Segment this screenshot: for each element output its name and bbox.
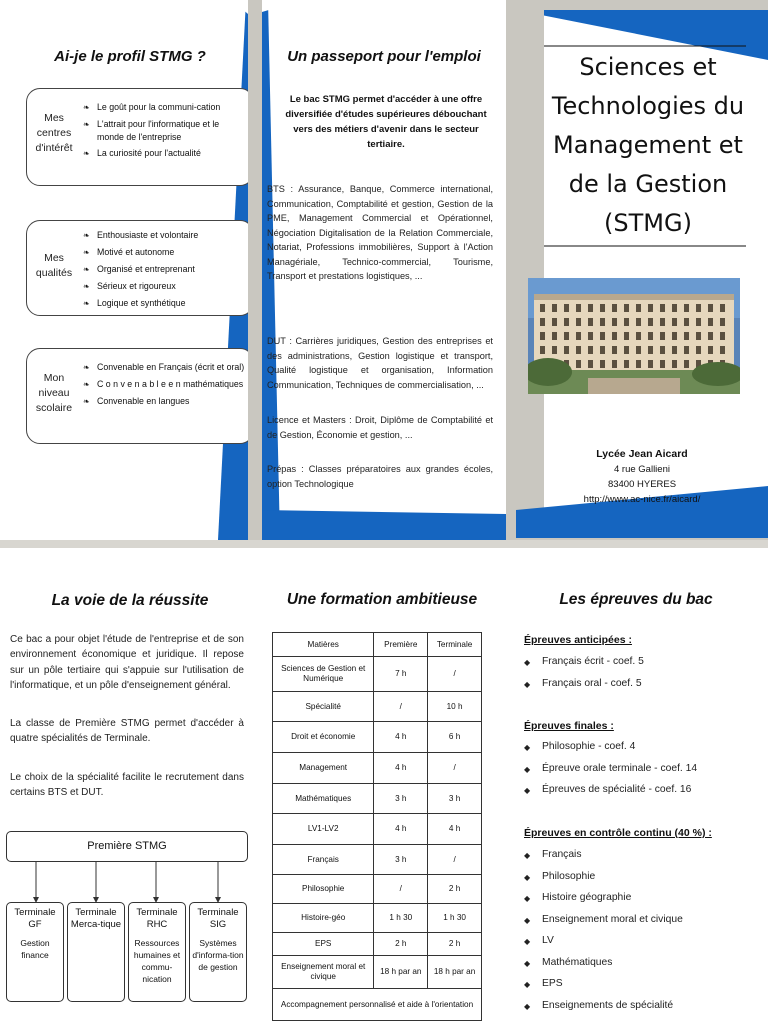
gray-divider-strip [0, 540, 768, 548]
profile-label: Mes centres d'intérêt [35, 112, 73, 154]
diagram-node-rhc: Terminale RHC Ressources humaines et commu-nication [128, 902, 186, 1002]
building-window [600, 304, 605, 312]
cover-title: Sciences et Technologies du Management et de la Gestion (STMG) [551, 53, 745, 237]
building-window [684, 360, 689, 368]
building-window [564, 346, 569, 354]
building-window [648, 346, 653, 354]
table-row: EPS 2 h 2 h [273, 933, 482, 956]
building-window [660, 360, 665, 368]
building-window [684, 304, 689, 312]
profile-box-interests [26, 88, 248, 186]
list-item: ❧ Enthousiaste et volontaire [83, 229, 245, 242]
building-window [684, 346, 689, 354]
list-item: ◆ LV [524, 935, 760, 957]
list-item: ◆ Français écrit - coef. 5 [524, 656, 760, 678]
building-window [576, 332, 581, 340]
passport-licence: Licence et Masters : Droit, Diplôme de Comptabilité et de Gestion, Économie et gestion, ... [267, 415, 493, 440]
diagram-arrows [0, 862, 250, 904]
building-window [636, 332, 641, 340]
diagram-node-gf: Terminale GF Gestion finance [6, 902, 64, 1002]
building-window [696, 304, 701, 312]
list-item: ❧ L'attrait pour l'informatique et le monde de l'entreprise [83, 118, 245, 143]
table-row: Management 4 h / [273, 753, 482, 784]
building-window [624, 346, 629, 354]
building-window [696, 332, 701, 340]
final-list [524, 741, 760, 806]
building-window [708, 318, 713, 326]
building-window [672, 318, 677, 326]
building-window [540, 346, 545, 354]
profile-label: Mon niveau scolaire [35, 372, 73, 414]
passport-dut: DUT : Carrières juridiques, Gestion des entreprises et des administrations, Gestion logistique et transport, Qualité logistique et organisation, Information Communication, Techniques de commercialisation, ... [267, 336, 493, 390]
building-window [564, 304, 569, 312]
profile-title: Ai-je le profil STMG ? [54, 48, 206, 65]
building-window [624, 304, 629, 312]
list-item: ❧ Le goût pour la communi-cation [83, 101, 245, 114]
list-item: ❧ La curiosité pour l'actualité [83, 147, 245, 160]
profile-label: Mes qualités [35, 252, 73, 279]
building-window [540, 318, 545, 326]
building-window [672, 360, 677, 368]
table-row: Philosophie / 2 h [273, 875, 482, 904]
success-para-2: La classe de Première STMG permet d'accéder à quatre spécialités de Terminale. [10, 718, 244, 745]
building-window [660, 318, 665, 326]
building-window [636, 346, 641, 354]
success-title: La voie de la réussite [51, 592, 209, 609]
building-window [600, 318, 605, 326]
building-window [720, 332, 725, 340]
building-window [600, 346, 605, 354]
continuous-heading: Épreuves en contrôle continu (40 %) : [524, 827, 712, 839]
building-window [612, 318, 617, 326]
building-window [696, 318, 701, 326]
building-window [648, 318, 653, 326]
anticipated-list [524, 656, 760, 699]
passport-prepas: Prépas : Classes préparatoires aux grandes écoles, option Technologique [267, 464, 493, 489]
building-window [624, 318, 629, 326]
building-window [660, 332, 665, 340]
diagram-node-sig: Terminale SIG Systèmes d'informa-tion de gestion [189, 902, 247, 1002]
list-item: ◆ Épreuve orale terminale - coef. 14 [524, 763, 760, 785]
school-url[interactable]: http://www.ac-nice.fr/aicard/ [583, 494, 701, 505]
school-name: Lycée Jean Aicard [596, 448, 688, 460]
table-footer-row: Accompagnement personnalisé et aide à l'orientation [273, 989, 482, 1021]
building-window [672, 332, 677, 340]
success-para-1: Ce bac a pour objet l'étude de l'entreprise et de son environnement économique et juridique. Il repose sur un pôle tertiaire qui s'appuie sur l'utilisation de l'informatique, et un pôle d'enseignement général. [10, 634, 244, 692]
building-window [600, 360, 605, 368]
building-window [624, 332, 629, 340]
building-window [576, 304, 581, 312]
list-item: ◆ Enseignement moral et civique [524, 914, 760, 936]
profile-box-level [26, 348, 248, 444]
list-item: ❧ Convenable en Français (écrit et oral) [83, 361, 245, 374]
building-window [588, 360, 593, 368]
building-window [708, 304, 713, 312]
building-window [672, 346, 677, 354]
table-row: Droit et économie 4 h 6 h [273, 722, 482, 753]
building-window [684, 318, 689, 326]
profile-panel [0, 0, 248, 540]
school-address2: 83400 HYERES [607, 479, 677, 490]
building-window [576, 318, 581, 326]
list-item: ❧ Convenable en langues [83, 395, 245, 408]
list-item: ❧ Logique et synthétique [83, 297, 245, 310]
passport-panel [262, 0, 506, 540]
building-window [660, 346, 665, 354]
building-window [552, 346, 557, 354]
table-row: Mathématiques 3 h 3 h [273, 784, 482, 814]
final-heading: Épreuves finales : [524, 720, 614, 732]
building-window [684, 332, 689, 340]
list-item: ◆ Philosophie - coef. 4 [524, 741, 760, 763]
building-window [636, 304, 641, 312]
list-item: ❧ Sérieux et rigoureux [83, 280, 245, 293]
building-window [612, 360, 617, 368]
building-window [720, 304, 725, 312]
school-address1: 4 rue Gallieni [614, 464, 670, 475]
building-window [588, 318, 593, 326]
building-window [588, 332, 593, 340]
building-window [612, 332, 617, 340]
building-window [540, 304, 545, 312]
building-window [540, 332, 545, 340]
building-window [576, 346, 581, 354]
building-window [552, 332, 557, 340]
table-header-row: Matières Première Terminale [273, 633, 482, 657]
continuous-list [524, 849, 760, 1021]
list-item: ◆ Enseignements de spécialité [524, 1000, 760, 1022]
success-para-3: Le choix de la spécialité facilite le recrutement dans certains BTS et DUT. [10, 772, 244, 799]
table-row: Français 3 h / [273, 845, 482, 875]
exams-title: Les épreuves du bac [559, 591, 713, 608]
building-window [708, 346, 713, 354]
list-item: ❧ Organisé et entreprenant [83, 263, 245, 276]
diagram-node-mercatique: Terminale Merca-tique [67, 902, 125, 1002]
building-window [588, 346, 593, 354]
building-window [552, 318, 557, 326]
building-window [588, 304, 593, 312]
list-item: ◆ Mathématiques [524, 957, 760, 979]
building-window [720, 318, 725, 326]
profile-box-qualities [26, 220, 248, 316]
building-window [708, 332, 713, 340]
passport-title: Un passeport pour l'emploi [287, 48, 481, 65]
table-row: LV1-LV2 4 h 4 h [273, 814, 482, 845]
list-item: ◆ Histoire géographie [524, 892, 760, 914]
list-item: ❧ Motivé et autonome [83, 246, 245, 259]
building-window [564, 332, 569, 340]
building-window [648, 332, 653, 340]
table-row: Enseignement moral et civique 18 h par an 18 h par an [273, 956, 482, 989]
formation-title: Une formation ambitieuse [286, 591, 478, 608]
passport-bts: BTS : Assurance, Banque, Commerce international, Communication, Comptabilité et gestion, Gestion de la PME, Management Commercial et Opérationnel, Négociation Digitalisation de la Relation Commerciale, Notariat, Professions immobilières, Support à l'Action Managériale, Technico-commercial, Tourisme, Transport et prestations logistiques, ... [267, 184, 493, 281]
building-window [612, 346, 617, 354]
table-row: Sciences de Gestion et Numérique 7 h / [273, 657, 482, 692]
building-window [600, 332, 605, 340]
diagram-root-premiere: Première STMG [6, 831, 248, 862]
school-building-photo [528, 278, 740, 394]
building-window [636, 360, 641, 368]
cover-panel [516, 10, 768, 538]
building-window [612, 304, 617, 312]
passport-intro: Le bac STMG permet d'accéder à une offre diversifiée d'études supérieures débouchant vers des métiers d'avenir dans le secteur tertiaire. [285, 94, 487, 150]
building-window [660, 304, 665, 312]
list-item: ❧ C o n v e n a b l e e n mathématiques [83, 378, 245, 391]
building-window [636, 318, 641, 326]
building-window [672, 304, 677, 312]
table-row: Spécialité / 10 h [273, 692, 482, 722]
building-window [624, 360, 629, 368]
list-item: ◆ Philosophie [524, 871, 760, 893]
building-window [564, 318, 569, 326]
hours-table [272, 632, 482, 1021]
profile-list [83, 101, 245, 164]
building-window [552, 304, 557, 312]
list-item: ◆ Épreuves de spécialité - coef. 16 [524, 784, 760, 806]
building-window [648, 360, 653, 368]
building-window [576, 360, 581, 368]
building-window [720, 346, 725, 354]
list-item: ◆ Français oral - coef. 5 [524, 678, 760, 700]
list-item: ◆ Français [524, 849, 760, 871]
building-window [648, 304, 653, 312]
anticipated-heading: Épreuves anticipées : [524, 634, 632, 646]
profile-list [83, 229, 245, 314]
building-window [696, 346, 701, 354]
profile-list [83, 361, 245, 412]
list-item: ◆ EPS [524, 978, 760, 1000]
table-row: Histoire-géo 1 h 30 1 h 30 [273, 904, 482, 933]
